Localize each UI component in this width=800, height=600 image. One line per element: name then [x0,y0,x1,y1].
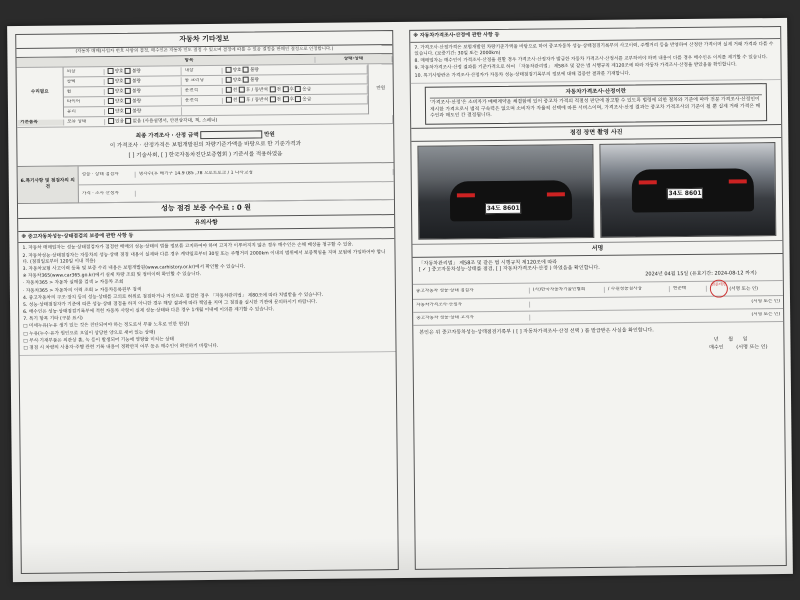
buyer-label: 매수인 [709,345,724,352]
license-plate: 34도 8601 [667,188,703,199]
photo-row [411,138,782,245]
price-section-head: ※ 자동차가격조사·산정에 관한 사항 등 [410,27,780,43]
photo-title: 점검 장면 촬영 사진 [411,124,781,142]
price-box-title: 자동차가격조사·산정이란 [430,87,762,99]
repair-label: 수리필요 [17,68,65,118]
header-status: 상태·상태 [315,56,392,63]
special-note-value: 냉각수(후 배기구 14.9 (85 ,78 으로트로크 / 1 나사교정 [136,169,394,178]
price-box-text: '가격조사·산정'은 소비자가 매매계약을 체결함에 있어 중고차 가격의 적절성 판단에 참고할 수 있도록 법령에 의한 절차와 기준에 따라 전문 가격조사·산정인이 제시한 가격으로서 법적 구속력은 없으며 소비자가 자율적 선택에 따른 서비스이며, 가격조사·산정 결과는 중고차 가격조사의 기준이 될 뿐 실제 거래 가격은 매수인과 매도인 간 결정됩니다. [429,97,761,119]
part-row: 유리 양호 불량 [64,105,368,118]
sign-date: 2024년 04월 15일 (유효기간: 2024-08-12 까지) [645,270,757,278]
special-notes: 6.특기사항 및 점검자의 의견 성능 · 상태 점검자 냉각수(후 배기구 14.9 (85 ,78 으로트로크 / 1 나사교정 가격 · 조사 산정자 [18,163,394,204]
parts-list [64,65,369,118]
checkbox[interactable] [243,77,249,83]
part-row: 외장 양호 불량 내장 양호 불량 [64,65,368,78]
car-rear-photo-1 [417,144,594,240]
price-items: 7. 가격조사·산정가격은 보험개발원 차량기준가액을 바탕으로 하여 중고자동차 성능·상태점검기록부의 사고이력, 주행거리 등을 반영하여 산정한 가격이며 실제 거래 가격과 다를 수 있습니다. (보증기간: 30일 또는 2000km) 8. 매매업자는 매수인이 가격조사·산정을 원할 경우 가격조사·산정자가 발급한 자동차 가격조사·산정서를 교부하여야 하며 내용이 다를 경우 매수인은 이의를 제기할 수 있습니다. 9. 자동차가격조사·산정 결과를 기준가격으로 하여 「자동차관리법」 제58조 및 같은 법 시행규칙 제120조에 따라 자동차 가격조사·산정을 받았음을 확인합니다. 10. 특기사항란은 가격조사·산정자가 자동차 성능·상태점검기록부의 정보에 대해 검증한 결과를 기재합니다. [410,39,780,84]
header-item: 항목 [63,57,315,66]
fee-line: 성능 점검 보증 수수료 : 0 원 [161,203,252,213]
vehicle-info-title: 자동차 기타정보 [16,31,392,49]
checkbox[interactable] [108,88,114,94]
signatory-row: 중고자동차 성능·상태 고지자 (서명 또는 인) [413,309,783,326]
repair-value: 만원 [368,64,394,114]
official-seal: 현준태인 [710,280,728,298]
part-row: 휠 양호 불량 운전석 전 후 / 동반석 전 후 응급 [64,85,368,98]
signatory-row: 자동차가격조사·산정자 (서명 또는 인) [413,296,783,313]
checkbox[interactable] [243,67,249,73]
cost-field[interactable] [200,131,262,140]
notice-title: 유의사항 [18,214,394,232]
vehicle-info-subtitle: (자동차 매매(사업자 번호 사항의 결정, 매수인은 자동차 인도 결정 수 있으며 결정에 따를 수 있음 결정을 판매인 결정으로 인정합니다.) [75,47,334,55]
signature-title: 서명 [412,241,782,258]
checkbox[interactable] [108,68,114,74]
signatories [413,281,783,326]
signature-body: 「자동차관리법」 제58조 및 같은 법 시행규칙 제120조에 따라 [ ✓ ] 중고자동차성능·상태를 점검, [ ] 자동차가격조사·산정 ) 하였음을 확인합니다. 2024년 04월 15일 (유효기간: 2024-08-12 까지) [413,254,783,285]
checkbox[interactable] [226,77,232,83]
receipt-section: 본인은 위 중고자동차성능·상태점검기록부 ( [ ] 자동차가격조사·산정 선택 ) 를 발급받은 사실을 확인합니다. 년 월 일 매수인 (서명 또는 인) [413,322,783,359]
inspection-check: [ ✓ ] 중고자동차성능·상태를 점검, [ ] 자동차가격조사·산정 ) 하였음을 확인합니다. [418,265,600,274]
parts-table [16,53,393,128]
part-row: 타이어 양호 불량 운전석 전 후 / 동반석 전 후 응급 [64,95,368,108]
checkbox[interactable] [125,88,131,94]
price-info-box [425,83,767,124]
checkbox[interactable] [125,68,131,74]
car-rear-photo-2 [599,142,776,238]
notice-list: 1. 자동차 매매업자는 성능·상태점검자가 점검한 매매의 성능·상태의 법률 정보를 고지하여야 하며 고지가 이루어지지 않은 경우 매수인은 손해 배상을 청구할 수 있음. 2. 자동차성능·상태점검자는 자동차의 성능·상태 점검 내용이 실제와 다른 경우 계약일로부터 30일 또는 주행거리 2000km 이내의 범위에서 보증책임을 지며 보험에 가입하여야 합니다. (점검일로부터 120일 이내 적용) 3. 자동차보험 사고이력 등록 및 보증 수리 내용은 보험개발원(www.carhistory.or.kr)에서 확인할 수 있습니다. ※ 자동차365(www.car365.go.kr)에서 실제 차량 조회 및 정비이력 확인할 수 있습니다. · 자동차365 > 자동차 실매물 검색 > 자동차 조회 · 자동차365 > 자동차의 이력 조회 > 자동차등록원부 검색 4. 중고자동차의 구조·장치 등의 성능·상태를 고의로 허위로 점검하거나 거짓으로 점검한 경우 「자동차관리법」 제80조에 따라 처벌받을 수 있습니다. 5. 성능·상태점검자가 기준에 따른 성능·상태 점검을 하지 아니한 경우 해당 결과에 따라 책임을 지며 그 점검을 실시한 기관에 문의하시기 바랍니다. 6. 매수인은 성능·상태점검기록부에 적힌 자동차 사항이 실제 성능·상태와 다른 경우 1개월 이내에 이의를 제기할 수 있습니다. 7. 특기 항목 기타 (구분 표시) □ 미세누유(누유 생기 있는 것은 진단되어야 하는 정도로서 부품 노후로 인한 현상) □ 누유(누수·유가 원인으로 오일이 상당한 양으로 새어 있는 상태) □ 부식·기재부품은 외관상 흠, 녹 등이 발생되어 기능에 영향을 미치는 상태 □ 점검 시 차량의 사용자·주행 관련 기록 내용이 정확한지 여부 등은 매수인이 확인하기 바랍니다. [18,239,395,356]
part-row: 광택 양호 불량 룸 크리닝 양호 불량 [64,75,368,88]
notice-head: ※ 중고자동차성능·상태점검의 보증에 관한 사항 등 [18,228,394,244]
left-page [15,30,399,574]
right-page [409,26,787,570]
document-paper [7,18,793,582]
license-plate: 34도 8601 [485,202,521,213]
checkbox[interactable] [125,78,131,84]
cost-title: 최종 가격조사 · 산정 금액 [135,132,199,140]
receipt-text: 본인은 위 중고자동차성능·상태점검기록부 ( [ ] 자동차가격조사·산정 선택 ) 를 발급받은 사실을 확인합니다. [419,327,654,336]
cost-section: 최종 가격조사 · 산정 금액 만원 이 가격조사 · 산정가격은 보험개발원의 차량기준가액을 바탕으로 한 기준가격과 [ ] 기술사회, [ ] 한국자동차진단보증협회 ) 기준서를 적용하였음 [17,124,393,167]
basic-items-row: 기본품목 보유 상태 있음 없음 (사용설명서, 안전삼각대, 잭, 스페너) [17,114,393,128]
checkbox[interactable] [226,67,232,73]
cost-note-2: [ ] 기술사회, [ ] 한국자동차진단보증협회 ) 기준서를 적용하였음 [128,150,283,159]
signatory-row: 중고자동차 성능·상태 점검자 (사)한국자동차기술인협회 / 수원성능검사장 현준태 현준태인 (서명 또는 인) [413,281,783,300]
cost-note-1: 이 가격조사 · 산정가격은 보험개발원의 차량기준가액을 바탕으로 한 기준가격과 [109,141,301,150]
checkbox[interactable] [108,78,114,84]
